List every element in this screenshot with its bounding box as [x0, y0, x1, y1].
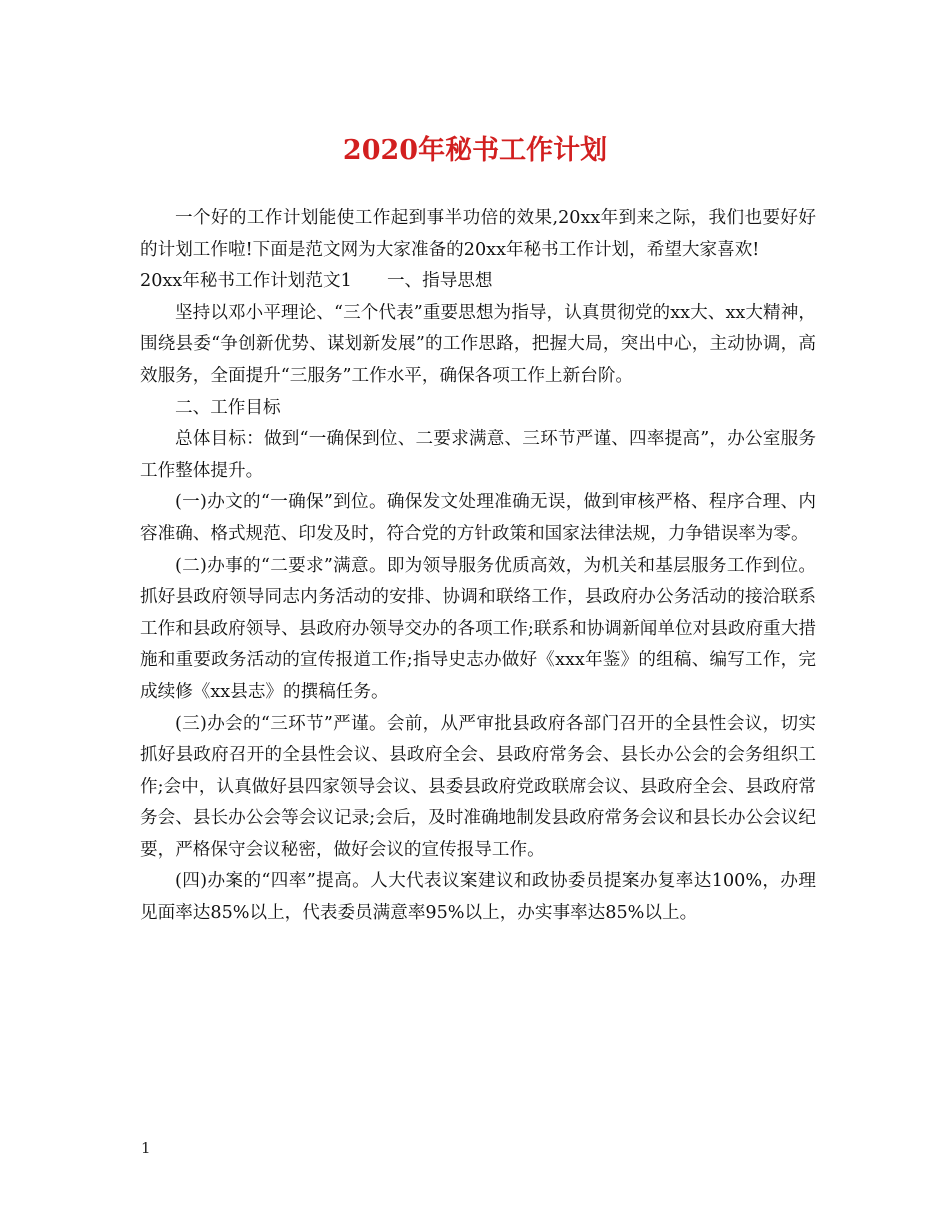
- document-body: [140, 203, 816, 930]
- overall-goal-paragraph: 总体目标：做到“一确保到位、二要求满意、三环节严谨、四率提高”，办公室服务工作整体提升。: [140, 429, 816, 481]
- section-heading-work-goals: 二、工作目标: [175, 397, 281, 418]
- guiding-thought-paragraph: 坚持以邓小平理论、“三个代表”重要思想为指导，认真贯彻党的xx大、xx大精神，围绕县委“争创新优势、谋划新发展”的工作思路，把握大局，突出中心，主动协调，高效服务，全面提升“三服务”工作水平，确保各项工作上新台阶。: [140, 302, 816, 386]
- page-number: 1: [141, 1139, 151, 1157]
- item-three-paragraph: (三)办会的“三环节”严谨。会前，从严审批县政府各部门召开的全县性会议，切实抓好县政府召开的全县性会议、县政府全会、县政府常务会、县长办公会的会务组织工作;会中，认真做好县四家领导会议、县委县政府党政联席会议、县政府全会、县政府常务会、县长办公会等会议记录;会后，及时准确地制发县政府常务会议和县长办公会议纪要，严格保守会议秘密，做好会议的宣传报导工作。: [140, 713, 816, 860]
- intro-paragraph: 一个好的工作计划能使工作起到事半功倍的效果,20xx年到来之际，我们也要好好的计划工作啦!下面是范文网为大家准备的20xx年秘书工作计划，希望大家喜欢!: [140, 208, 816, 260]
- item-one-paragraph: (一)办文的“一确保”到位。确保发文处理准确无误，做到审核严格、程序合理、内容准确、格式规范、印发及时，符合党的方针政策和国家法律法规，力争错误率为零。: [140, 492, 816, 544]
- document-title: 2020年秘书工作计划: [342, 135, 608, 166]
- item-four-paragraph: (四)办案的“四率”提高。人大代表议案建议和政协委员提案办复率达100%，办理见面率达85%以上，代表委员满意率95%以上，办实事率达85%以上。: [140, 871, 816, 924]
- item-two-paragraph: (二)办事的“二要求”满意。即为领导服务优质高效，为机关和基层服务工作到位。抓好县政府领导同志内务活动的安排、协调和联络工作，县政府办公务活动的接洽联系工作和县政府领导、县政府办领导交办的各项工作;联系和协调新闻单位对县政府重大措施和重要政务活动的宣传报道工作;指导史志办做好《xxx年鉴》的组稿、编写工作，完成续修《xx县志》的撰稿任务。: [140, 555, 816, 702]
- subtitle-line: 20xx年秘书工作计划范文1 一、指导思想: [140, 271, 493, 292]
